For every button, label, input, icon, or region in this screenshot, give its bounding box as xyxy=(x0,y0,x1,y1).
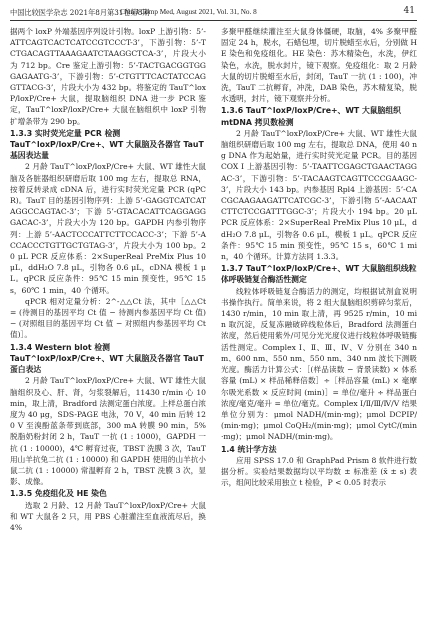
body-paragraph: 据两个 loxP 外端基因序列设计引物。loxP 上游引物：5’-ATTCAGTCACTCATCCGTCCCT-3’，下游引物：5’-TCTGACAGTTAAAGAATCTAAGGCTCA-3’，片段大小为 712 bp。Cre 鉴定上游引物：5’-TACTGACGGTGGGAGAATG-3’，下游引物：5’-CTGTTTCACTATCCAGGTTACG-3’，片段大小为 432 bp。将鉴定的 TauT^loxP/loxP/Cre+ 大鼠，提取脑组织 DNA 进一步 PCR 鉴定，TauT^loxP/loxP/Cre+ 大鼠在脑组织中 loxP 引物扩增条带为 290 bp。 xyxy=(10,27,206,126)
section-heading: 1.3.7 TauT^loxP/loxP/Cre+、WT 大鼠脑组织线粒体呼吸链复合酶活性测定 xyxy=(221,264,417,285)
body-paragraph: 应用 SPSS 17.0 和 GraphPad Prism 8 软件进行数据分析。实验结果数据均以平均数 ± 标准差 (x̄ ± s) 表示，组间比较采用独立 t 检验，P < 0.05 时表示 xyxy=(221,455,417,488)
body-paragraph: 选取 2 月龄、12 月龄 TauT^loxP/loxP/Cre+ 大鼠和 WT 大鼠各 2 只，用 PBS 心脏灌注至血液流尽后，换 4% xyxy=(10,500,206,532)
journal-title-cn: 中国比较医学杂志 2021年8月第31卷第8期 xyxy=(10,8,150,17)
section-heading: 1.4 统计学方法 xyxy=(221,444,277,454)
body-paragraph: 多聚甲醛继续灌注至大鼠身体僵硬，取脑，4% 多聚甲醛固定 24 h，脱水，石蜡包埋，切片脱蜡至水后，分别做 HE 染色和免疫组化。HE 染色：苏木精染色，水洗，伊红染色，水洗，脱水封片，镜下观察。免疫组化：取 2 月龄大鼠的切片脱蜡至水后，封闭，TauT 一抗 (1 : 100)，冲洗，TauT 二抗孵育，冲洗，DAB 染色，苏木精复染，脱水透明，封片，镜下观察并分析。 xyxy=(221,27,417,104)
body-paragraph: 2 月龄 TauT^loxP/loxP/Cre+ 大鼠、WT 雄性大鼠脑组织及心、肝、肾，匀浆裂解后，11430 r/min 心 10 min，取上清，Bradford 法测定蛋白浓度。上样总蛋白浓度为 40 μg，SDS-PAGE 电泳，70 V，40 min 后转 120 V 至溴酚蓝条带到底部，300 mA 转膜 90 min，5% 脱脂奶粉封闭 2 h，TauT 一抗 (1 : 1000)，GAPDH 一抗 (1 : 10000)，4℃ 孵育过夜，TBST 洗膜 3 次，TauT 用山羊抗兔二抗 (1 : 10000) 和 GAPDH 使用的山羊抗小鼠二抗 (1 : 10000) 常温孵育 2 h，TBST 洗膜 3 次，显影、成像。 xyxy=(10,376,206,487)
body-paragraph: 线粒体呼吸链复合酶活力的测定，均根据试剂盒说明书操作执行。简单来说，将 2 组大鼠脑组织剪碎匀浆后，1430 r/min，10 min 取上清，再 9525 r/min，10 min 取沉淀，反复冻融破碎线粒体后，Bradford 法测蛋白浓度，然后使用紫外/可见分光光度仪进行线粒体呼吸链酶活性测定。Complex Ⅰ、Ⅱ、Ⅲ、Ⅳ、Ⅴ 分别在 340 nm、600 nm、550 nm、550 nm、340 nm 波长下测吸光度。酶活力计算公式：［(样品读数 − 背景读数) × 体系容量 (mL) × 样品稀释倍数］÷［样品容量 (mL) × 毫摩尔吸光系数 × 反应时间 (min)］= 单位/毫升 ÷ 样品蛋白浓度/毫克/毫升 = 单位/毫克。Complex Ⅰ/Ⅱ/Ⅲ/Ⅳ/Ⅴ 结果单位分别为：μmol NADH/(min·mg)；μmol DCPIP/(min·mg)；μmol CoQH₂/(min·mg)；μmol CytC/(min·mg)；μmol NADH/(min·mg)。 xyxy=(221,286,417,442)
left-column xyxy=(10,26,206,533)
page-header xyxy=(10,6,417,21)
section-heading: 1.3.6 TauT^loxP/loxP/Cre+、WT 大鼠脑组织 mtDNA 拷贝数检测 xyxy=(221,106,401,127)
right-column xyxy=(221,26,417,488)
page-number: 41 xyxy=(403,6,415,16)
section-heading: 1.3.5 免疫组化及 HE 染色 xyxy=(10,489,107,499)
section-heading: 1.3.4 Western blot 检测 TauT^loxP/loxP/Cre+、WT 大鼠脑及各器官 TauT 蛋白表达 xyxy=(10,342,204,375)
section-heading: 1.3.3 实时荧光定量 PCR 检测 TauT^loxP/loxP/Cre+、WT 大鼠脑及各器官 TauT 基因表达量 xyxy=(10,128,204,161)
body-paragraph: 2 月龄 TauT^loxP/loxP/Cre+ 大鼠、WT 雄性大鼠脑组织研磨后取 100 mg 左右，提取总 DNA，使用 40 ng DNA 作为起始量，进行实时荧光定量 PCR。目的基因 COX Ⅰ 上游基因引物：5’-TAATTCGAGCTGAACTAGGAC-3’，下游引物：5’-TACAAGTCAGTTCCCGAAGC-3’，片段大小 143 bp。内参基因 Rpl4 上游基因：5’-CACGCAAGAAGATTCATCGC-3’，下游引物 5’-AACAATCTTCTCCGATTTGGC-3’；片段大小 194 bp。20 μL PCR 反应体系：2×SuperReal PreMix Plus 10 μL，ddH₂O 7.8 μL，引物各 0.6 μL，模板 1 μL。qPCR 反应条件：95℃ 15 min 预变性，95℃ 15 s，60℃ 1 min，40 个循环。计算方法同 1.3.3。 xyxy=(221,128,417,262)
body-paragraph: qPCR 相对定量分析：2^-△△Ct 法，其中［△△Ct = (待测目的基因平均 Ct 值 − 待测内参基因平均 Ct 值) − (对照组目的基因平均 Ct 值 − 对照组内参基因平均 Ct 值)］。 xyxy=(10,296,206,340)
journal-title-en: Chin J Comp Med, August 2021, Vol. 31, No. 8 xyxy=(120,8,257,16)
body-paragraph: 2 月龄 TauT^loxP/loxP/Cre+ 大鼠、WT 雄性大鼠脑及各脏器组织研磨后取 100 mg 左右，提取总 RNA，按着反转录成 cDNA 后，进行实时荧光定量 PCR (qPCR)。TauT 目的基因引物序列：上游 5’-GAGGTCATCATAGGCCAGTAC-3’；下游 5’-GTACACATTCAGGAGGGACAC-3’，片段大小为 120 bp。GAPDH 内参引物序列：上游 5’-AACTCCCATTCTTCCACC-3’；下游 5’-ACCACCCTGTTGCTGTAG-3’，片段大小为 100 bp。20 μL PCR 反应体系：2×SuperReal PreMix Plus 10 μL，ddH₂O 7.8 μL，引物各 0.6 μL，cDNA 模板 1 μL。qPCR 反应条件：95℃ 15 min 预变性，95℃ 15 s，60℃ 1 min，40 个循环。 xyxy=(10,162,206,295)
